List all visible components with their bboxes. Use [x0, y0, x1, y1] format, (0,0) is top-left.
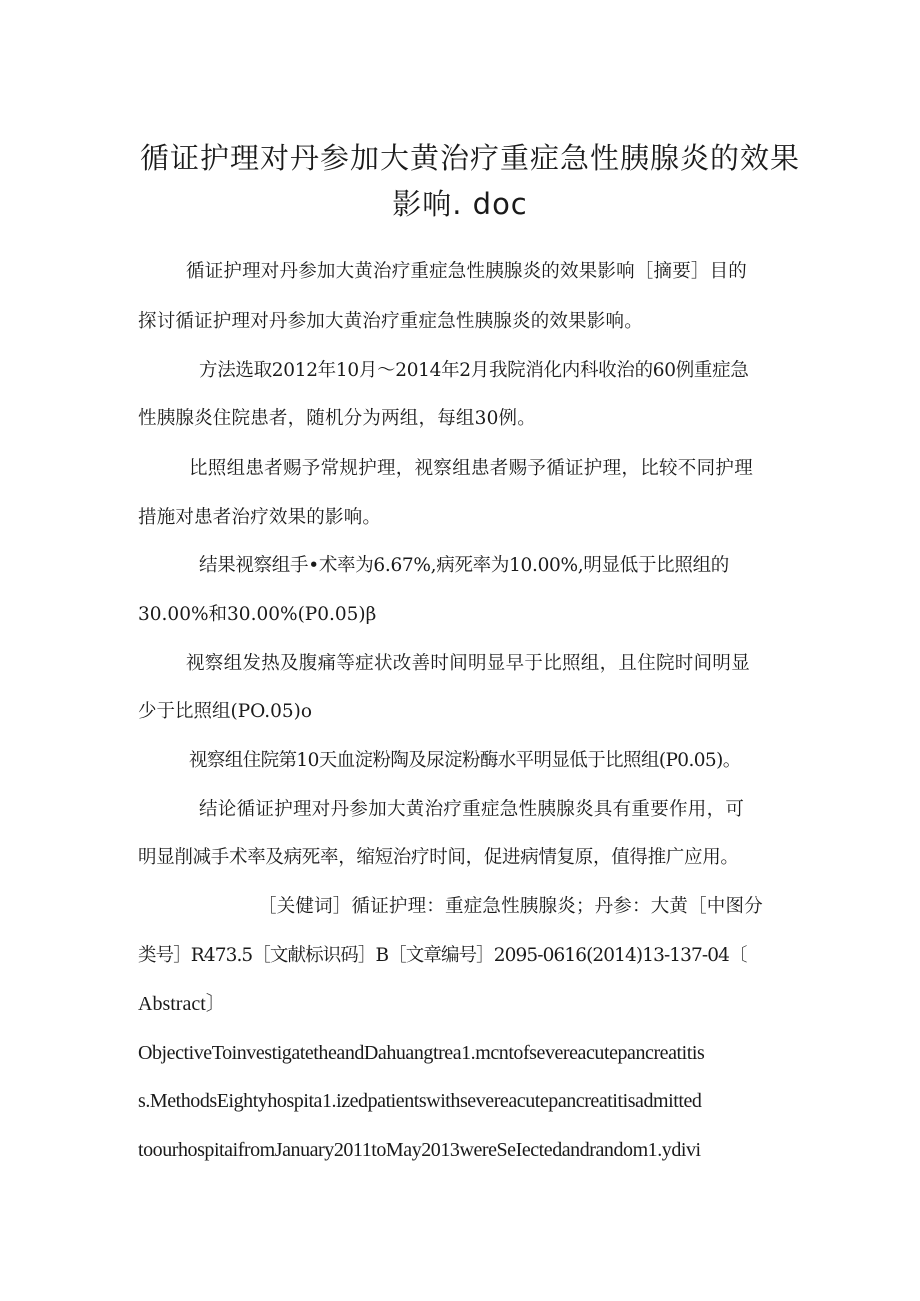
amylase-line: 视察组住院第10天血淀粉陶及尿淀粉酶水平明显低于比照组(P0.05)。 — [189, 750, 741, 771]
conclusion-line-2: 明显削减手术率及病死率，缩短治疗时间，促进病情复原，值得推广应用。 — [138, 847, 739, 868]
symptoms-line-1: 视察组发热及腹痛等症状改善时间明显早于比照组，且住院时间明显 — [186, 653, 751, 674]
results-line-2: 30.00%和30.00%(P0.05)β — [138, 604, 377, 625]
methods-line-2: 性胰腺炎住院患者，随机分为两组，每组30例。 — [138, 408, 536, 429]
english-line-3: toourhospitaifromJanuary2011toMay2013wereSeIectedandrandom1.ydivi — [138, 1139, 701, 1161]
groups-line-2: 措施对患者治疗效果的影响。 — [138, 507, 382, 528]
keywords-line-1: ［关健词］循证护理：重症急性胰腺炎；丹参：大黄［中图分 — [258, 896, 763, 917]
abstract-heading: Abstract〕 — [138, 993, 226, 1015]
symptoms-line-2: 少于比照组(PO.05)o — [138, 701, 313, 722]
english-line-2: s.MethodsEightyhospita1.izedpatientswithsevereacutepancreatitisadmitted — [138, 1090, 702, 1112]
methods-line-1: 方法选取2012年10月～2014年2月我院消化内科收治的60例重症急 — [199, 360, 749, 381]
results-line-1: 结果视察组手•术率为6.67%,病死率为10.00%,明显低于比照组的 — [199, 555, 729, 576]
abstract-line-1: 循证护理对丹参加大黄治疗重症急性胰腺炎的效果影响［摘要］目的 — [186, 261, 748, 282]
document-title-line-1: 循证护理对丹参加大黄治疗重症急性胰腺炎的效果 — [140, 141, 801, 175]
conclusion-line-1: 结论循证护理对丹参加大黄治疗重症急性胰腺炎具有重要作用，可 — [199, 799, 745, 820]
keywords-line-2: 类号］R473.5［文献标识码］B［文章编号］2095-0616(2014)13-137-04〔 — [138, 945, 747, 966]
groups-line-1: 比照组患者赐予常规护理，视察组患者赐予循证护理，比较不同护理 — [189, 458, 754, 479]
document-title-line-2: 影响. doc — [392, 187, 528, 221]
english-line-1: ObjectiveToinvestigatetheandDahuangtrea1.mcntofsevereacutepancreatitis — [138, 1042, 705, 1064]
abstract-line-2: 探讨循证护理对丹参加大黄治疗重症急性胰腺炎的效果影响。 — [138, 311, 643, 332]
